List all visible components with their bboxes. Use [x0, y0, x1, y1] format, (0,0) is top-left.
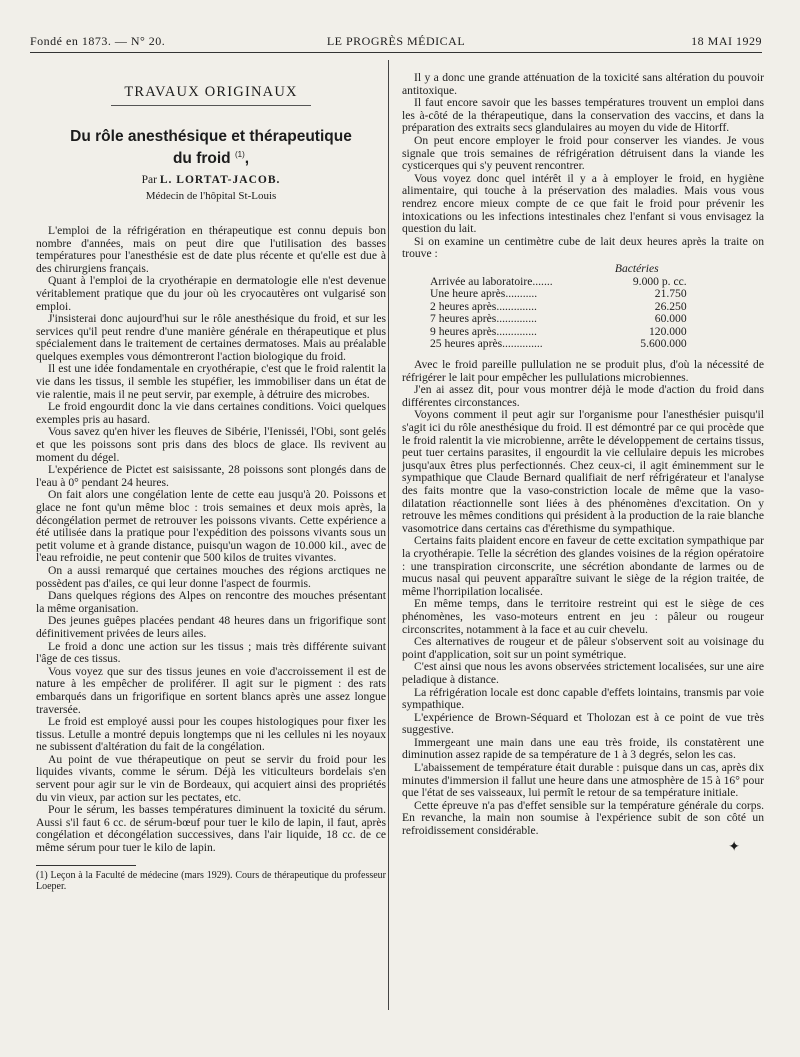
bacteria-time-label: 9 heures après.............. — [430, 324, 537, 338]
left-column — [36, 60, 386, 892]
article-title-line-2-text: du froid — [172, 149, 231, 167]
section-title: TRAVAUX ORIGINAUX — [111, 86, 311, 106]
byline — [36, 174, 386, 187]
header-founded-issue: Fondé en 1873. — N° 20. — [30, 34, 166, 48]
paragraph: Dans quelques régions des Alpes on rencontre des mouches présentant la même organisation. — [36, 589, 386, 615]
footnote-reference: (1) — [234, 149, 245, 159]
footnote-rule — [36, 865, 136, 866]
author-affiliation: Médecin de l'hôpital St-Louis — [145, 190, 277, 203]
paragraph: Vous voyez donc quel intérêt il y a à employer le froid, en hygiène alimentaire, qui touche à la préservation des maladies. Mais vous vous rendrez encore mieux compte de ce que fait le froid pour prévenir les intoxications ou les infections intestinales chez l'enfant si vous envisagez la question du lait. — [402, 171, 764, 236]
paragraph: Certains faits plaident encore en faveur de cette excitation sympathique par la cryothérapie. Telle la sécrétion des glandes voisines de la région opératoire : une transpiration circonscrite, une sécrétion abondante de larmes ou de mucus nasal qui peuvent apparaître suivant le siège de la région traitée, de même l'horripilation localisée. — [402, 534, 764, 598]
paragraph: En même temps, dans le territoire restreint qui est le siège de ces phénomènes, les vaso-moteurs entrent en jeu : pâleur ou rougeur circonscrites, notamment à la face et au cuir chevelu. — [402, 597, 764, 636]
paragraph: Ces alternatives de rougeur et de pâleur s'observent soit au voisinage du point d'application, soit sur un point symétrique. — [402, 635, 764, 661]
paragraph: Le froid est employé aussi pour les coupes histologiques pour fixer les tissus. Letulle a montré depuis longtemps que ni les cellules ni les noyaux ne subissent d'altération du fait de la congélation. — [36, 715, 386, 754]
paragraph: L'expérience de Pictet est saisissante, 28 poissons sont plongés dans de l'eau à 0° pendant 24 heures. — [36, 463, 386, 489]
article-title-line-2: du froid $^{(1)}$, — [172, 149, 250, 167]
paragraph: J'en ai assez dit, pour vous montrer déjà le mode d'action du froid dans différentes circonstances. — [402, 383, 764, 409]
paragraph: Avec le froid pareille pullulation ne se produit plus, d'où la nécessité de réfrigérer le lait pour empêcher les pullulations microbiennes. — [402, 358, 764, 384]
byline-prefix: Par — [141, 173, 157, 186]
header-date: 18 MAI 1929 — [691, 34, 762, 48]
bacteria-table-header: Bactéries — [614, 261, 659, 275]
article-title-line-1: Du rôle anesthésique et thérapeutique — [70, 127, 352, 145]
left-body-text — [36, 225, 386, 855]
right-body-text-b — [402, 359, 764, 838]
end-ornament: ✦ — [728, 839, 740, 855]
paragraph: Il y a donc une grande atténuation de la toxicité sans altération du pouvoir antitoxique. — [402, 71, 764, 97]
right-body-text-a — [402, 72, 764, 261]
paragraph: Il est une idée fondamentale en cryothérapie, c'est que le froid ralentit la vie dans les tissus, il semble les stupéfier, les immobiliser dans un état de vie ralentie, mais il ne peut servir, par exemple, à détruire des microbes. — [36, 362, 386, 401]
column-divider — [388, 60, 389, 1010]
bacteria-time-label: Une heure après........... — [430, 287, 538, 301]
paragraph: On fait alors une congélation lente de cette eau jusqu'à 20. Poissons et glace ne font qu'un même bloc : trois semaines et deux mois après, la décongélation permet de retrouver les poissons vivants. Cette expérience a été utilisée dans la pratique pour l'expédition des poissons vivants sous un petit volume et à grande distance, puisqu'un wagon de 10.000 kil., avec de l'eau refroidie, ne peut contenir que 500 kilos de truites vivantes. — [36, 488, 386, 565]
bacteria-count: 120.000 — [648, 324, 687, 338]
paragraph: Des jeunes guêpes placées pendant 48 heures dans un frigorifique sont définitivement privées de leurs ailes. — [36, 614, 386, 640]
author-name: L. LORTAT-JACOB. — [159, 173, 281, 186]
bacteria-count: 26.250 — [654, 299, 687, 313]
paragraph: L'expérience de Brown-Séquard et Tholozan est à ce point de vue très suggestive. — [402, 710, 764, 737]
paragraph: Il faut encore savoir que les basses températures trouvent un emploi dans les à-côté de la thérapeutique, dans la conservation des vaccins, et dans la préparation des extraits secs glandulaires au moyen du vide de Hitorff. — [402, 96, 764, 135]
paragraph: La réfrigération locale est donc capable d'effets lointains, transmis par voie sympathique. — [402, 685, 764, 712]
paragraph: Si on examine un centimètre cube de lait deux heures après la traite on trouve : — [402, 234, 764, 261]
bacteria-time-label: Arrivée au laboratoire....... — [430, 274, 553, 288]
paragraph: C'est ainsi que nous les avons observées strictement localisées, sur une aire peladique à distance. — [402, 660, 764, 686]
footnote: (1) Leçon à la Faculté de médecine (mars 1929). Cours de thérapeutique du professeur Loeper. — [36, 869, 386, 892]
bacteria-time-label: 25 heures après.............. — [430, 337, 543, 351]
bacteria-count: 5.600.000 — [640, 337, 687, 351]
header-journal-title: LE PROGRÈS MÉDICAL — [326, 34, 466, 48]
paragraph: J'insisterai donc aujourd'hui sur le rôle anesthésique du froid, et sur les services qu'il peut rendre d'une manière générale en thérapeutique et plus spécialement dans le traitement de certaines dermatoses. Mais au préalable quelques exemples vous démontreront l'action biologique du froid. — [36, 312, 386, 363]
bacteria-table-row — [430, 288, 687, 301]
bacteria-table — [430, 263, 687, 351]
paragraph: On a aussi remarqué que certaines mouches des régions arctiques ne possèdent pas d'ailes, ce qui leur donne l'aspect de fourmis. — [36, 563, 386, 590]
bacteria-count: 21.750 — [654, 287, 687, 301]
bacteria-time-label: 7 heures après.............. — [430, 312, 537, 326]
paragraph: Vous savez qu'en hiver les fleuves de Sibérie, l'Ienisséi, l'Obi, sont gelés et que les poissons sont pris dans des blocs de glace. Ils revivent au moment du dégel. — [36, 425, 386, 464]
paragraph: Immergeant une main dans une eau très froide, ils constatèrent une diminution assez rapide de sa température de 1 à 3 degrés, selon les cas. — [402, 735, 764, 762]
paragraph: On peut encore employer le froid pour conserver les viandes. Je vous signale que trois semaines de réfrigération détruisent dans la viande les cysticerques qui s'y peuvent rencontrer. — [402, 133, 764, 173]
bacteria-table-header-row — [430, 263, 687, 276]
paragraph: Vous voyez que sur des tissus jeunes en voie d'accroissement il est de nature à les empêcher de proliférer. Il agit sur le pigment : des rats embarqués dans un frigorifique en sortent blancs après une assez longue traversée. — [36, 664, 386, 716]
paragraph: L'abaissement de température était durable : puisque dans un cas, après dix minutes d'immersion il fallut une heure dans une atmosphère de 15 à 16° pour que l'état de ses vaisseaux, lui permît le retour de sa température initiale. — [402, 761, 764, 800]
bacteria-count: 60.000 — [654, 312, 687, 326]
paragraph: Le froid a donc une action sur les tissus ; mais très différente suivant l'âge de ces tissus. — [36, 639, 386, 666]
paragraph: Au point de vue thérapeutique on peut se servir du froid pour les liquides vivants, comme le sérum. Déjà les viticulteurs bordelais s'en servent pour agir sur le vin de Bordeaux, qui acquiert ainsi des propriétés du vin vieux, par action sur les pectates, etc. — [36, 752, 386, 804]
bacteria-time-label: 2 heures après.............. — [430, 299, 537, 313]
paragraph: Cette épreuve n'a pas d'effet sensible sur la température générale du corps. En revanche, la main non soumise à l'expérience subit de son côté un refroidissement considérable. — [402, 798, 764, 838]
article-title — [36, 128, 386, 168]
running-header — [30, 34, 762, 53]
bacteria-table-row — [430, 313, 687, 326]
paragraph: Pour le sérum, les basses températures diminuent la toxicité du sérum. Aussi s'il faut 6 cc. de sérum-bœuf pour tuer le kilo de lapin, il faut, après congélation et décongélation successives, dans l'air liquide, 18 cc. de ce même sérum pour tuer le kilo de lapin. — [36, 803, 386, 855]
paragraph: Le froid engourdit donc la vie dans certaines conditions. Voici quelques exemples pris au hasard. — [36, 400, 386, 426]
paragraph: Voyons comment il peut agir sur l'organisme pour l'anesthésier puisqu'il s'agit ici du rôle anesthésique du froid. Il est démontré par ce qui procède que le froid ralentit la vie microbienne, arrête le développement de certains tissus, peut tuer certains parasites, il engourdit la vie cellulaire depuis les microbes jusqu'aux êtres plus perfectionnés. Chez ceux-ci, il agit éminemment sur le sympathique que Claude Bernard qualifiait de nerf réfrigérateur et l'analyse des faits montre que la vaso-constriction locale de même que la vaso-dilatation réactionnelle sont liées à des phénomènes d'excitation. On y retrouve les mêmes conditions qui président à la production de la raie blanche vasomotrice dans certains cas d'érethisme du sympathique. — [402, 408, 764, 535]
right-column — [402, 72, 764, 854]
bacteria-count: 9.000 p. cc. — [632, 274, 687, 288]
paragraph: L'emploi de la réfrigération en thérapeutique est connu depuis bon nombre d'années, mais on peut dire que l'utilisation des basses températures pour l'anesthésie est de date plus récente et qu'elle est due à des chirurgiens français. — [36, 223, 386, 275]
paragraph: Quant à l'emploi de la cryothérapie en dermatologie elle n'est devenue véritablement pratique que du jour où les cryocautères ont vulgarisé son emploi. — [36, 274, 386, 313]
bacteria-table-row — [430, 338, 687, 351]
